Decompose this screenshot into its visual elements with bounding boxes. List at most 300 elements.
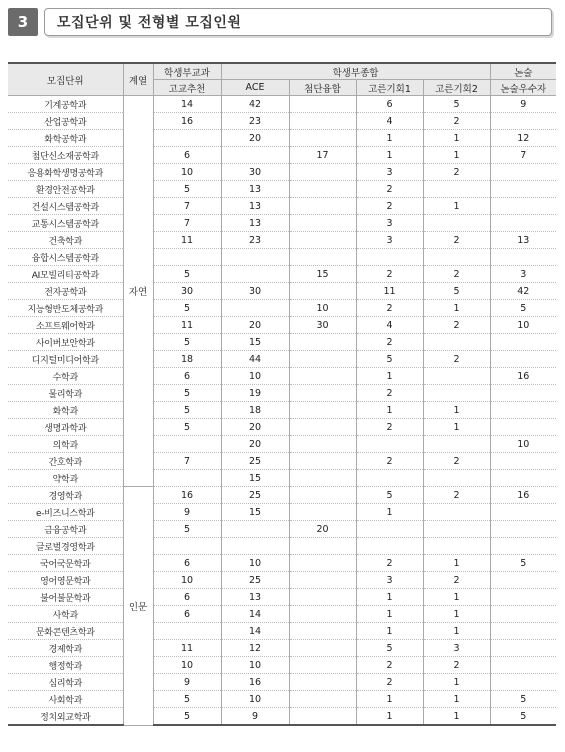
quota-cell: 15 <box>221 504 289 521</box>
quota-cell: 5 <box>356 640 423 657</box>
quota-cell: 1 <box>423 623 490 640</box>
quota-cell: 16 <box>153 487 221 504</box>
table-row <box>8 317 556 334</box>
table-row <box>8 249 556 266</box>
quota-cell <box>289 453 356 470</box>
quota-cell: 3 <box>423 640 490 657</box>
quota-cell: 13 <box>221 181 289 198</box>
quota-cell <box>423 249 490 266</box>
quota-cell: 1 <box>423 691 490 708</box>
header-sub: ACE <box>221 80 289 96</box>
quota-cell: 6 <box>153 589 221 606</box>
quota-cell <box>289 198 356 215</box>
table-row <box>8 487 556 504</box>
quota-cell: 11 <box>356 283 423 300</box>
quota-cell: 9 <box>221 708 289 726</box>
quota-cell <box>289 572 356 589</box>
quota-cell <box>490 538 556 555</box>
quota-cell: 10 <box>221 691 289 708</box>
quota-cell <box>289 402 356 419</box>
quota-cell <box>490 453 556 470</box>
quota-cell <box>490 198 556 215</box>
quota-cell <box>153 436 221 453</box>
quota-cell: 20 <box>289 521 356 538</box>
quota-cell: 6 <box>153 147 221 164</box>
table-row <box>8 572 556 589</box>
table-row <box>8 691 556 708</box>
quota-cell: 7 <box>153 198 221 215</box>
quota-cell <box>289 436 356 453</box>
quota-cell: 15 <box>221 470 289 487</box>
quota-cell <box>289 249 356 266</box>
table-header <box>8 63 556 96</box>
quota-cell: 17 <box>289 147 356 164</box>
quota-cell: 3 <box>356 164 423 181</box>
quota-cell: 20 <box>221 436 289 453</box>
quota-cell <box>490 657 556 674</box>
table-row <box>8 708 556 726</box>
quota-cell: 25 <box>221 572 289 589</box>
quota-cell <box>490 113 556 130</box>
quota-cell: 10 <box>153 572 221 589</box>
quota-cell: 2 <box>356 453 423 470</box>
dept-name: 사회학과 <box>8 691 123 708</box>
table-row <box>8 96 556 113</box>
table-row <box>8 402 556 419</box>
quota-cell <box>153 249 221 266</box>
quota-cell: 13 <box>221 215 289 232</box>
header-category: 계열 <box>123 63 153 96</box>
header-unit: 모집단위 <box>8 63 123 96</box>
quota-cell: 1 <box>423 555 490 572</box>
dept-name: 정치외교학과 <box>8 708 123 726</box>
quota-cell: 5 <box>153 300 221 317</box>
quota-cell <box>490 572 556 589</box>
dept-name: 약학과 <box>8 470 123 487</box>
quota-cell <box>490 606 556 623</box>
table-row <box>8 351 556 368</box>
quota-cell: 2 <box>356 419 423 436</box>
quota-cell <box>289 589 356 606</box>
quota-cell <box>289 215 356 232</box>
quota-cell <box>153 623 221 640</box>
quota-cell: 11 <box>153 317 221 334</box>
quota-cell <box>356 538 423 555</box>
quota-cell: 30 <box>221 164 289 181</box>
quota-cell: 4 <box>356 317 423 334</box>
dept-name: 기계공학과 <box>8 96 123 113</box>
header-sub: 고교추천 <box>153 80 221 96</box>
quota-cell <box>490 402 556 419</box>
quota-cell: 2 <box>356 266 423 283</box>
quota-cell <box>289 623 356 640</box>
section-number: 3 <box>8 8 38 36</box>
quota-cell: 5 <box>423 96 490 113</box>
quota-cell <box>289 538 356 555</box>
quota-cell: 5 <box>153 402 221 419</box>
dept-name: e-비즈니스학과 <box>8 504 123 521</box>
quota-cell: 5 <box>153 691 221 708</box>
table-row <box>8 130 556 147</box>
dept-name: AI모빌리티공학과 <box>8 266 123 283</box>
quota-cell: 19 <box>221 385 289 402</box>
dept-name: 수학과 <box>8 368 123 385</box>
table-row <box>8 419 556 436</box>
quota-cell: 10 <box>221 368 289 385</box>
quota-cell <box>356 249 423 266</box>
quota-cell: 2 <box>356 300 423 317</box>
quota-cell: 9 <box>153 504 221 521</box>
dept-name: 경제학과 <box>8 640 123 657</box>
dept-name: 교통시스템공학과 <box>8 215 123 232</box>
quota-cell <box>221 147 289 164</box>
quota-cell: 1 <box>423 606 490 623</box>
quota-cell: 2 <box>356 657 423 674</box>
quota-cell <box>289 674 356 691</box>
quota-cell: 10 <box>289 300 356 317</box>
table-row <box>8 266 556 283</box>
dept-name: 영어영문학과 <box>8 572 123 589</box>
quota-cell: 5 <box>153 181 221 198</box>
quota-cell <box>289 504 356 521</box>
quota-cell <box>289 351 356 368</box>
dept-name: 화학공학과 <box>8 130 123 147</box>
quota-cell: 1 <box>356 147 423 164</box>
quota-cell: 3 <box>356 232 423 249</box>
quota-cell <box>356 470 423 487</box>
quota-cell <box>423 521 490 538</box>
dept-name: 첨단신소재공학과 <box>8 147 123 164</box>
dept-name: 사이버보안학과 <box>8 334 123 351</box>
table-row <box>8 589 556 606</box>
quota-cell <box>423 334 490 351</box>
quota-cell: 10 <box>153 657 221 674</box>
quota-cell: 5 <box>356 487 423 504</box>
quota-cell: 18 <box>221 402 289 419</box>
quota-cell: 2 <box>356 674 423 691</box>
quota-cell: 3 <box>356 572 423 589</box>
quota-cell <box>289 283 356 300</box>
quota-cell: 2 <box>423 453 490 470</box>
quota-cell: 1 <box>423 419 490 436</box>
quota-cell: 42 <box>221 96 289 113</box>
quota-cell <box>490 419 556 436</box>
header-sub: 첨단융합 <box>289 80 356 96</box>
quota-cell: 11 <box>153 640 221 657</box>
quota-cell: 23 <box>221 113 289 130</box>
quota-cell: 23 <box>221 232 289 249</box>
quota-cell <box>289 640 356 657</box>
dept-name: 건설시스템공학과 <box>8 198 123 215</box>
quota-cell <box>490 504 556 521</box>
quota-cell: 6 <box>153 606 221 623</box>
quota-cell <box>289 130 356 147</box>
table-row <box>8 640 556 657</box>
quota-cell <box>490 623 556 640</box>
quota-cell: 2 <box>423 164 490 181</box>
header-sub: 논술우수자 <box>490 80 556 96</box>
quota-cell: 2 <box>356 385 423 402</box>
quota-cell <box>490 470 556 487</box>
quota-cell: 5 <box>490 555 556 572</box>
quota-cell <box>356 436 423 453</box>
quota-cell: 2 <box>423 487 490 504</box>
quota-cell: 1 <box>423 708 490 726</box>
quota-cell: 1 <box>423 198 490 215</box>
quota-cell: 1 <box>356 402 423 419</box>
quota-cell <box>490 589 556 606</box>
dept-name: 생명과학과 <box>8 419 123 436</box>
quota-cell <box>423 368 490 385</box>
quota-cell <box>221 538 289 555</box>
dept-name: 디지털미디어학과 <box>8 351 123 368</box>
dept-name: 행정학과 <box>8 657 123 674</box>
quota-cell: 1 <box>423 147 490 164</box>
quota-cell: 30 <box>221 283 289 300</box>
quota-cell: 2 <box>423 317 490 334</box>
quota-cell: 1 <box>423 674 490 691</box>
quota-cell <box>221 266 289 283</box>
dept-name: 전자공학과 <box>8 283 123 300</box>
quota-cell: 14 <box>221 623 289 640</box>
quota-cell: 10 <box>490 436 556 453</box>
quota-cell <box>289 470 356 487</box>
section-title: 모집단위 및 전형별 모집인원 <box>57 15 242 31</box>
quota-cell: 1 <box>423 300 490 317</box>
quota-cell: 1 <box>356 589 423 606</box>
quota-cell <box>289 555 356 572</box>
quota-cell: 2 <box>423 351 490 368</box>
quota-cell: 16 <box>153 113 221 130</box>
quota-cell: 12 <box>221 640 289 657</box>
quota-cell <box>490 385 556 402</box>
quota-cell <box>289 691 356 708</box>
table-row <box>8 181 556 198</box>
quota-cell: 2 <box>423 572 490 589</box>
quota-cell: 7 <box>153 453 221 470</box>
quota-cell: 5 <box>153 266 221 283</box>
quota-cell: 1 <box>356 708 423 726</box>
dept-name: 글로벌경영학과 <box>8 538 123 555</box>
dept-name: 환경안전공학과 <box>8 181 123 198</box>
quota-cell: 2 <box>423 232 490 249</box>
quota-cell: 13 <box>490 232 556 249</box>
table-row <box>8 521 556 538</box>
quota-cell: 14 <box>221 606 289 623</box>
quota-cell: 44 <box>221 351 289 368</box>
quota-cell <box>423 538 490 555</box>
section-title-box <box>44 8 552 36</box>
quota-cell: 20 <box>221 419 289 436</box>
quota-cell <box>289 708 356 726</box>
header-group-nonsul: 논술 <box>490 63 556 80</box>
quota-cell: 9 <box>490 96 556 113</box>
table-row <box>8 657 556 674</box>
quota-cell <box>423 436 490 453</box>
quota-cell <box>289 657 356 674</box>
table-row <box>8 368 556 385</box>
dept-name: 불어불문학과 <box>8 589 123 606</box>
quota-cell: 5 <box>356 351 423 368</box>
quota-cell: 13 <box>221 589 289 606</box>
quota-cell <box>490 215 556 232</box>
dept-name: 융합시스템공학과 <box>8 249 123 266</box>
quota-cell: 5 <box>490 691 556 708</box>
quota-cell: 1 <box>356 623 423 640</box>
table-body <box>8 96 556 726</box>
quota-cell: 7 <box>153 215 221 232</box>
quota-cell <box>153 470 221 487</box>
quota-cell <box>490 164 556 181</box>
quota-cell <box>289 606 356 623</box>
quota-cell: 30 <box>289 317 356 334</box>
header-group-gyogwa: 학생부교과 <box>153 63 221 80</box>
quota-cell: 1 <box>356 691 423 708</box>
quota-cell <box>221 521 289 538</box>
table-row <box>8 555 556 572</box>
quota-cell: 11 <box>153 232 221 249</box>
quota-cell: 3 <box>490 266 556 283</box>
dept-name: 산업공학과 <box>8 113 123 130</box>
dept-name: 지능형반도체공학과 <box>8 300 123 317</box>
quota-cell: 20 <box>221 130 289 147</box>
table-row <box>8 334 556 351</box>
quota-cell <box>490 249 556 266</box>
quota-cell <box>289 113 356 130</box>
quota-cell: 1 <box>356 130 423 147</box>
table-row <box>8 215 556 232</box>
quota-cell: 16 <box>221 674 289 691</box>
quota-cell: 4 <box>356 113 423 130</box>
table-row <box>8 385 556 402</box>
table-row <box>8 283 556 300</box>
quota-cell: 14 <box>153 96 221 113</box>
table-row <box>8 623 556 640</box>
quota-cell: 2 <box>423 657 490 674</box>
header-group-jonghap: 학생부종합 <box>221 63 490 80</box>
table-row <box>8 453 556 470</box>
quota-cell: 1 <box>423 589 490 606</box>
quota-cell <box>289 232 356 249</box>
quota-cell: 1 <box>423 130 490 147</box>
quota-cell: 2 <box>423 266 490 283</box>
quota-cell <box>289 368 356 385</box>
quota-cell: 30 <box>153 283 221 300</box>
quota-cell <box>289 487 356 504</box>
quota-cell <box>289 334 356 351</box>
quota-cell <box>153 538 221 555</box>
quota-cell <box>423 504 490 521</box>
table-row <box>8 300 556 317</box>
quota-cell: 5 <box>153 334 221 351</box>
quota-cell: 20 <box>221 317 289 334</box>
quota-cell <box>490 640 556 657</box>
quota-cell <box>289 419 356 436</box>
quota-cell: 9 <box>153 674 221 691</box>
quota-cell: 3 <box>356 215 423 232</box>
quota-cell: 5 <box>490 300 556 317</box>
quota-cell: 5 <box>153 708 221 726</box>
quota-cell: 10 <box>153 164 221 181</box>
quota-cell: 5 <box>153 419 221 436</box>
quota-cell <box>490 351 556 368</box>
table-row <box>8 606 556 623</box>
quota-cell: 2 <box>356 181 423 198</box>
quota-cell: 6 <box>153 555 221 572</box>
quota-cell <box>289 385 356 402</box>
quota-cell <box>356 521 423 538</box>
quota-cell: 42 <box>490 283 556 300</box>
dept-name: 건축학과 <box>8 232 123 249</box>
quota-cell <box>490 521 556 538</box>
quota-cell: 2 <box>356 334 423 351</box>
table-row <box>8 436 556 453</box>
section-header <box>0 0 565 40</box>
dept-name: 문화콘텐츠학과 <box>8 623 123 640</box>
dept-name: 응용화학생명공학과 <box>8 164 123 181</box>
dept-name: 의학과 <box>8 436 123 453</box>
dept-name: 물리학과 <box>8 385 123 402</box>
quota-cell <box>289 164 356 181</box>
quota-cell: 6 <box>356 96 423 113</box>
quota-cell: 18 <box>153 351 221 368</box>
dept-name: 금융공학과 <box>8 521 123 538</box>
quota-cell: 15 <box>289 266 356 283</box>
quota-cell: 5 <box>153 521 221 538</box>
category-cell: 자연 <box>123 96 153 487</box>
table-row <box>8 113 556 130</box>
quota-cell <box>289 181 356 198</box>
table-row <box>8 232 556 249</box>
dept-name: 경영학과 <box>8 487 123 504</box>
quota-cell: 1 <box>356 606 423 623</box>
category-cell: 인문 <box>123 487 153 726</box>
quota-cell: 25 <box>221 487 289 504</box>
dept-name: 소프트웨어학과 <box>8 317 123 334</box>
table-row <box>8 147 556 164</box>
quota-cell <box>423 215 490 232</box>
quota-cell <box>423 385 490 402</box>
table-row <box>8 198 556 215</box>
quota-cell: 7 <box>490 147 556 164</box>
quota-cell: 5 <box>423 283 490 300</box>
quota-cell: 13 <box>221 198 289 215</box>
admission-table <box>8 62 556 726</box>
dept-name: 사학과 <box>8 606 123 623</box>
quota-cell: 10 <box>221 555 289 572</box>
quota-cell: 5 <box>153 385 221 402</box>
table-row <box>8 674 556 691</box>
quota-cell: 6 <box>153 368 221 385</box>
quota-cell: 10 <box>490 317 556 334</box>
quota-cell <box>423 470 490 487</box>
table-row <box>8 538 556 555</box>
quota-cell: 2 <box>423 113 490 130</box>
quota-cell: 10 <box>221 657 289 674</box>
quota-cell <box>221 300 289 317</box>
header-sub: 고른기회2 <box>423 80 490 96</box>
quota-cell: 1 <box>356 368 423 385</box>
quota-cell: 15 <box>221 334 289 351</box>
dept-name: 간호학과 <box>8 453 123 470</box>
quota-cell <box>490 181 556 198</box>
quota-cell <box>490 674 556 691</box>
dept-name: 국어국문학과 <box>8 555 123 572</box>
quota-cell: 25 <box>221 453 289 470</box>
quota-cell <box>289 96 356 113</box>
quota-cell <box>153 130 221 147</box>
quota-cell: 2 <box>356 198 423 215</box>
